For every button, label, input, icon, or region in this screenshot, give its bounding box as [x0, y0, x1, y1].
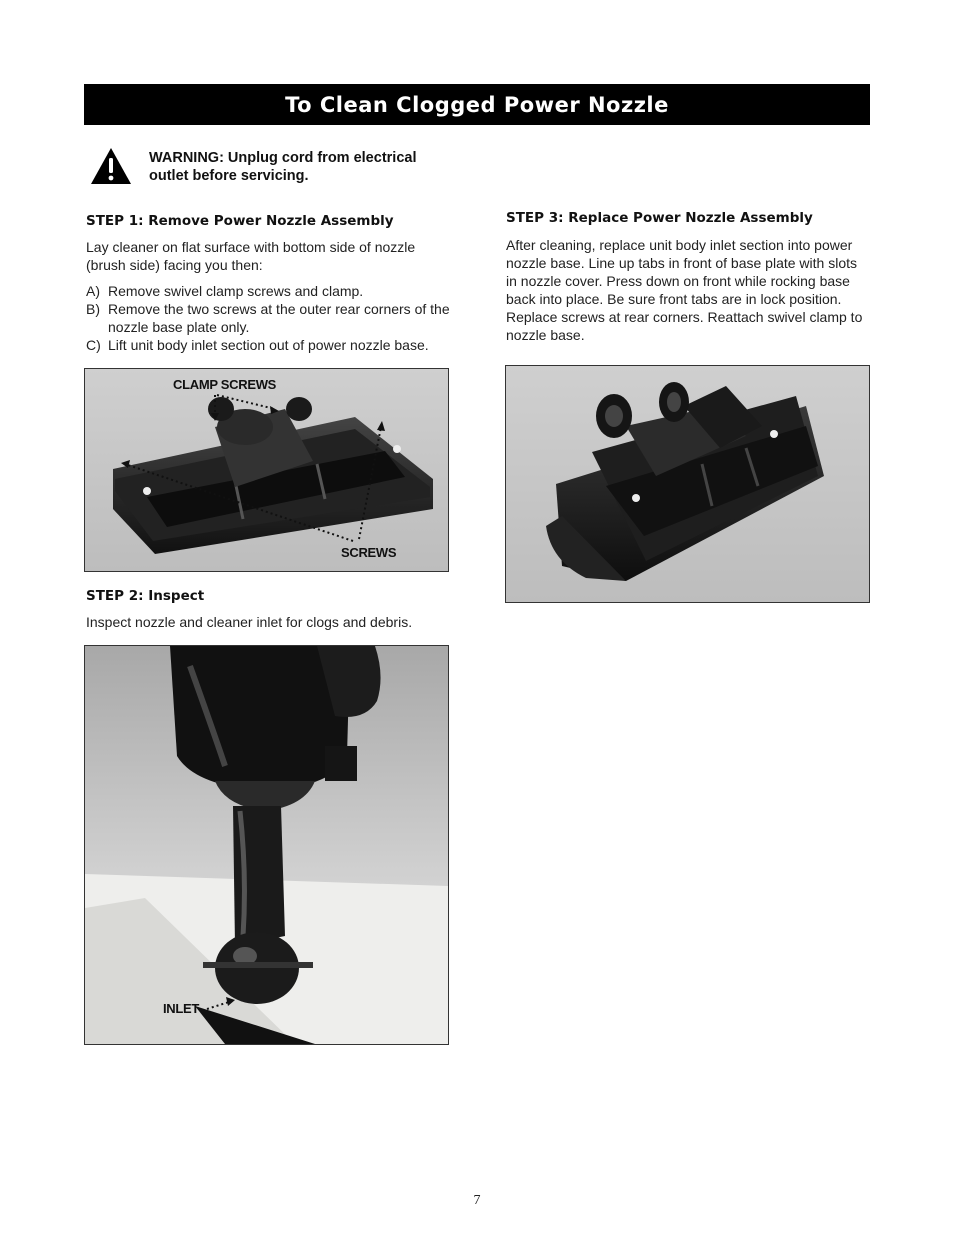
list-line: Remove swivel clamp screws and clamp. — [108, 283, 364, 299]
step3-line: After cleaning, replace unit body inlet section into power — [506, 237, 853, 253]
step2-heading: STEP 2: Inspect — [86, 588, 205, 604]
warning-text — [149, 149, 469, 185]
step3-line: Replace screws at rear corners. Reattach swivel clamp to — [506, 309, 863, 325]
warning-triangle-icon — [90, 147, 132, 185]
step3-text — [506, 236, 876, 344]
step3-line: nozzle base. — [506, 327, 585, 343]
list-marker: A) — [86, 283, 100, 299]
list-item-text — [108, 336, 429, 354]
figure-nozzle-underside — [84, 368, 449, 572]
step1-intro-line: (brush side) facing you then: — [86, 257, 263, 273]
screws-label: SCREWS — [341, 545, 397, 560]
list-item — [86, 336, 456, 354]
step3-line: back into place. Be sure front tabs are in lock position. — [506, 291, 842, 307]
inlet-photo — [85, 646, 448, 1044]
list-item-text — [108, 282, 363, 300]
list-item — [86, 300, 456, 336]
warning-line: outlet before servicing. — [149, 168, 309, 184]
list-marker: B) — [86, 301, 100, 317]
figure-reassembly — [505, 365, 870, 603]
clamp-screws-label: CLAMP SCREWS — [173, 377, 277, 392]
reassembly-photo — [506, 366, 869, 602]
inlet-label: INLET — [163, 1001, 200, 1016]
page-number: 7 — [473, 1193, 481, 1208]
page-title-bar — [84, 84, 870, 125]
list-item-text — [108, 300, 450, 336]
step1-list — [86, 282, 456, 354]
list-line: Lift unit body inlet section out of power nozzle base. — [108, 337, 429, 353]
nozzle-underside-photo — [85, 369, 448, 571]
warning-line: WARNING: Unplug cord from electrical — [149, 150, 417, 166]
step3-heading: STEP 3: Replace Power Nozzle Assembly — [506, 210, 813, 226]
step1-heading: STEP 1: Remove Power Nozzle Assembly — [86, 213, 394, 229]
step1-intro — [86, 238, 456, 274]
list-item — [86, 282, 456, 300]
step3-line: nozzle base. Line up tabs in front of base plate with slots — [506, 255, 857, 271]
list-marker: C) — [86, 337, 101, 353]
step1-intro-line: Lay cleaner on flat surface with bottom side of nozzle — [86, 239, 416, 255]
step2-text: Inspect nozzle and cleaner inlet for clogs and debris. — [86, 614, 413, 630]
step3-line: in nozzle cover. Press down on front while rocking base — [506, 273, 850, 289]
list-line: Remove the two screws at the outer rear corners of the — [108, 301, 450, 317]
list-line: nozzle base plate only. — [108, 319, 250, 335]
figure-inlet — [84, 645, 449, 1045]
page-title: To Clean Clogged Power Nozzle — [285, 92, 669, 117]
